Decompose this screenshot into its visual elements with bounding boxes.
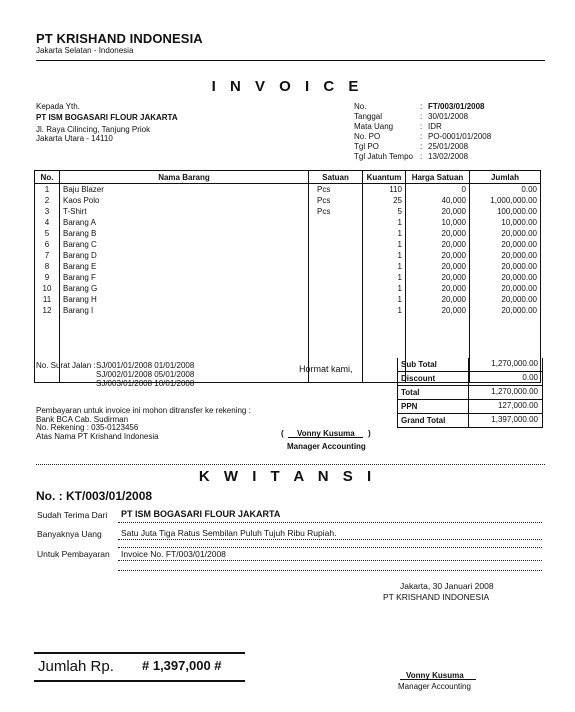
kw-amount-words-label: Banyaknya Uang	[37, 529, 102, 539]
col-unit: Satuan	[309, 171, 363, 184]
table-row	[35, 217, 541, 228]
cell-unit	[309, 283, 363, 294]
col-no: No.	[35, 171, 60, 184]
cell-no: 12	[35, 305, 60, 316]
cell-no: 11	[35, 294, 60, 305]
cell-unit: Pcs	[309, 206, 363, 217]
cell-no: 7	[35, 250, 60, 261]
col-price: Harga Satuan	[406, 171, 470, 184]
cell-price: 20,000	[406, 250, 470, 261]
meta-colon: :	[420, 152, 423, 161]
kw-purpose-value: Invoice No. FT/003/01/2008	[121, 549, 226, 559]
payment-line-1: Pembayaran untuk invoice ini mohon ditransfer ke rekening :	[36, 406, 251, 415]
table-row	[35, 272, 541, 283]
summary-divider	[468, 414, 469, 427]
cell-total: 20,000.00	[470, 228, 541, 239]
table-row	[35, 239, 541, 250]
cell-total: 20,000.00	[470, 283, 541, 294]
cell-name: Barang E	[60, 261, 309, 272]
cell-qty: 1	[363, 239, 406, 250]
summary-value: 1,397,000.00	[491, 415, 538, 424]
meta-value: 13/02/2008	[428, 152, 469, 161]
kwitansi-title: K W I T A N S I	[198, 468, 377, 485]
cell-name: Barang B	[60, 228, 309, 239]
kwitansi-number: No. : KT/003/01/2008	[36, 489, 153, 503]
cell-price: 20,000	[406, 261, 470, 272]
cell-price: 20,000	[406, 294, 470, 305]
cell-no: 1	[35, 184, 60, 196]
invoice-signer-underline	[288, 437, 363, 438]
cell-name: Kaos Polo	[60, 195, 309, 206]
meta-colon: :	[420, 142, 423, 151]
meta-value: 30/01/2008	[428, 112, 469, 121]
cell-price: 20,000	[406, 283, 470, 294]
cell-price: 20,000	[406, 206, 470, 217]
cell-name: Barang D	[60, 250, 309, 261]
kw-signer-underline	[400, 679, 476, 680]
table-row	[35, 184, 541, 196]
cell-total: 1,000,000.00	[470, 195, 541, 206]
cell-qty: 1	[363, 261, 406, 272]
cell-price: 0	[406, 184, 470, 196]
cell-price: 10,000	[406, 217, 470, 228]
cell-price: 20,000	[406, 272, 470, 283]
cell-qty: 1	[363, 294, 406, 305]
summary-value: 0.00	[522, 373, 538, 382]
cell-total: 10,000.00	[470, 217, 541, 228]
cell-price: 20,000	[406, 305, 470, 316]
cell-total: 100,000.00	[470, 206, 541, 217]
cell-qty: 110	[363, 184, 406, 196]
surat-jalan-1: SJ/001/01/2008 01/01/2008	[96, 361, 195, 370]
cell-name: T-Shirt	[60, 206, 309, 217]
kw-received-from-value: PT ISM BOGASARI FLOUR JAKARTA	[121, 509, 281, 519]
cell-unit	[309, 305, 363, 316]
summary-value: 1,270,000.00	[491, 359, 538, 368]
table-row	[35, 195, 541, 206]
kw-purpose-label: Untuk Pembayaran	[37, 549, 110, 559]
meta-colon: :	[420, 132, 423, 141]
cell-qty: 25	[363, 195, 406, 206]
summary-label: Grand Total	[401, 416, 446, 425]
cell-unit: Pcs	[309, 195, 363, 206]
kw-received-from-label: Sudah Terima Dari	[37, 510, 108, 520]
kw-line-3a	[118, 560, 542, 561]
table-row	[35, 261, 541, 272]
cell-no: 2	[35, 195, 60, 206]
meta-colon: :	[420, 122, 423, 131]
cell-price: 20,000	[406, 239, 470, 250]
summary-divider	[468, 372, 469, 385]
table-row	[35, 250, 541, 261]
regards-text: Hormat kami,	[299, 364, 353, 374]
invoice-signer-title: Manager Accounting	[287, 442, 366, 451]
cell-qty: 1	[363, 217, 406, 228]
summary-divider	[468, 386, 469, 399]
meta-label: Mata Uang	[354, 122, 394, 131]
cell-name: Barang H	[60, 294, 309, 305]
cell-unit	[309, 239, 363, 250]
cell-no: 6	[35, 239, 60, 250]
amount-label: Jumlah Rp.	[38, 658, 114, 675]
cell-price: 20,000	[406, 228, 470, 239]
summary-label: Total	[401, 388, 420, 397]
items-header-row	[35, 171, 541, 184]
table-row	[35, 283, 541, 294]
summary-value: 1,270,000.00	[491, 387, 538, 396]
meta-value: FT/003/01/2008	[428, 102, 485, 111]
kw-signer-name: Vonny Kusuma	[406, 671, 464, 680]
cell-qty: 5	[363, 206, 406, 217]
table-row	[35, 294, 541, 305]
cell-name: Barang F	[60, 272, 309, 283]
customer-address-1: Jl. Raya Cilincing, Tanjung Priok	[36, 125, 151, 134]
cell-unit	[309, 261, 363, 272]
kw-place-date: Jakarta, 30 Januari 2008	[400, 581, 494, 591]
summary-label: PPN	[401, 402, 418, 411]
payment-account: No. Rekening : 035-0123456	[36, 423, 139, 432]
cell-qty: 1	[363, 250, 406, 261]
payment-account-name: Atas Nama PT Krishand Indonesia	[36, 432, 159, 441]
kw-line-2b	[118, 547, 542, 548]
cell-name: Barang G	[60, 283, 309, 294]
payment-bank: Bank BCA Cab. Sudirman	[36, 415, 129, 424]
col-name: Nama Barang	[60, 171, 309, 184]
cell-no: 8	[35, 261, 60, 272]
summary-box	[397, 358, 543, 428]
invoice-signer-name: ( Vonny Kusuma )	[281, 429, 371, 438]
meta-label: Tgl PO	[354, 142, 379, 151]
kw-line-3b	[118, 570, 542, 571]
surat-jalan-2: SJ/002/01/2008 05/01/2008	[96, 370, 195, 379]
meta-value: IDR	[428, 122, 442, 131]
cell-total: 20,000.00	[470, 261, 541, 272]
cell-unit	[309, 294, 363, 305]
cell-qty: 1	[363, 283, 406, 294]
summary-row	[398, 386, 542, 400]
table-row	[35, 206, 541, 217]
cell-total: 0.00	[470, 184, 541, 196]
cell-no: 5	[35, 228, 60, 239]
cell-total: 20,000.00	[470, 239, 541, 250]
customer-address-2: Jakarta Utara - 14110	[36, 134, 113, 143]
kw-signer-title: Manager Accounting	[398, 682, 471, 691]
kw-line-1	[118, 522, 542, 523]
meta-value: PO-0001/01/2008	[428, 132, 492, 141]
filler-cell	[35, 316, 60, 383]
col-total: Jumlah	[470, 171, 541, 184]
meta-label: No.	[354, 102, 367, 111]
cell-total: 20,000.00	[470, 294, 541, 305]
summary-label: Discount	[401, 374, 436, 383]
cell-no: 4	[35, 217, 60, 228]
cell-unit	[309, 272, 363, 283]
cell-qty: 1	[363, 272, 406, 283]
summary-divider	[468, 400, 469, 413]
header-divider	[36, 60, 545, 61]
summary-row	[398, 414, 542, 428]
summary-row	[398, 358, 542, 372]
col-qty: Kuantum	[363, 171, 406, 184]
company-location: Jakarta Selatan - Indonesia	[36, 46, 134, 55]
cell-no: 9	[35, 272, 60, 283]
cell-total: 20,000.00	[470, 305, 541, 316]
company-name: PT KRISHAND INDONESIA	[36, 31, 203, 46]
cell-total: 20,000.00	[470, 272, 541, 283]
kw-amount-words-value: Satu Juta Tiga Ratus Sembilan Puluh Tujuh Ribu Rupiah.	[121, 528, 337, 538]
cell-name: Barang C	[60, 239, 309, 250]
cell-name: Barang A	[60, 217, 309, 228]
summary-row	[398, 400, 542, 414]
amount-value: # 1,397,000 #	[142, 658, 222, 673]
summary-divider	[468, 358, 469, 371]
customer-name: PT ISM BOGASARI FLOUR JAKARTA	[36, 113, 178, 122]
meta-label: Tanggal	[354, 112, 383, 121]
meta-label: No. PO	[354, 132, 381, 141]
surat-jalan-label: No. Surat Jalan :	[36, 361, 96, 370]
cell-unit	[309, 250, 363, 261]
surat-jalan-3: SJ/003/01/2008 10/01/2008	[96, 379, 195, 388]
kw-company: PT KRISHAND INDONESIA	[383, 592, 490, 602]
table-row	[35, 228, 541, 239]
cell-total: 20,000.00	[470, 250, 541, 261]
meta-value: 25/01/2008	[428, 142, 469, 151]
cell-name: Barang I	[60, 305, 309, 316]
summary-row	[398, 372, 542, 386]
cell-unit: Pcs	[309, 184, 363, 196]
meta-colon: :	[420, 112, 423, 121]
recipient-label: Kepada Yth.	[36, 102, 80, 111]
meta-colon: :	[420, 102, 423, 111]
cell-unit	[309, 228, 363, 239]
cell-qty: 1	[363, 228, 406, 239]
table-row	[35, 305, 541, 316]
cell-no: 10	[35, 283, 60, 294]
kw-line-2a	[118, 539, 542, 540]
summary-value: 127,000.00	[497, 401, 538, 410]
cell-qty: 1	[363, 305, 406, 316]
cell-no: 3	[35, 206, 60, 217]
invoice-title: I N V O I C E	[211, 78, 364, 95]
items-table	[34, 170, 541, 383]
summary-label: Sub Total	[401, 360, 437, 369]
section-separator	[36, 464, 545, 465]
cell-name: Baju Blazer	[60, 184, 309, 196]
cell-unit	[309, 217, 363, 228]
meta-label: Tgl Jatuh Tempo	[354, 152, 413, 161]
cell-price: 40,000	[406, 195, 470, 206]
